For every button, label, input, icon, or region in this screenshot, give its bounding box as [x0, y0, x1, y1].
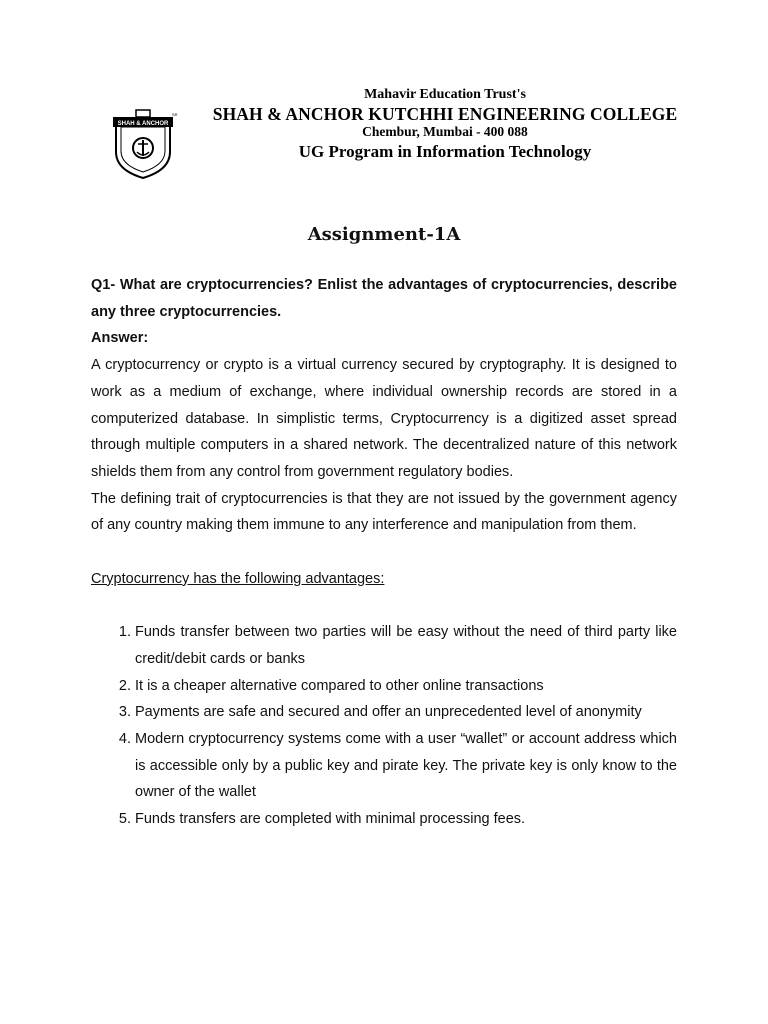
advantages-list	[91, 619, 677, 833]
paragraph: A cryptocurrency or crypto is a virtual currency secured by cryptography. It is designed to work as a medium of exchange, where individual ownership records are stored in a computerized database. In simplistic terms, Cryptocurrency is a digitized asset spread through multiple computers in a shared network. The decentralized nature of this network shields them from any control from government regulatory bodies.	[91, 357, 677, 480]
program-name: UG Program in Information Technology	[298, 142, 592, 161]
college-name: SHAH & ANCHOR KUTCHHI ENGINEERING COLLEGE	[212, 104, 678, 124]
list-item: 5. Funds transfers are completed with minimal processing fees.	[135, 806, 677, 833]
answer-label: Answer:	[91, 330, 149, 347]
college-logo	[110, 108, 176, 180]
list-item: 1. Funds transfer between two parties will be easy without the need of third party like credit/debit cards or banks	[135, 619, 677, 672]
advantages-heading: Cryptocurrency has the following advantages:	[91, 570, 385, 587]
assignment-content	[91, 272, 677, 833]
assignment-title: Assignment-1A	[307, 224, 461, 245]
paragraph: The defining trait of cryptocurrencies is that they are not issued by the government agency of any country making them immune to any interference and manipulation from them.	[91, 490, 677, 534]
svg-text:SR: SR	[172, 112, 178, 117]
trust-name: Mahavir Education Trust's	[364, 87, 526, 102]
college-address: Chembur, Mumbai - 400 088	[362, 124, 528, 139]
question-text: Q1- What are cryptocurrencies? Enlist the advantages of cryptocurrencies, describe any three cryptocurrencies.	[91, 277, 677, 320]
list-item: 2. It is a cheaper alternative compared to other online transactions	[135, 673, 677, 700]
list-item: 3. Payments are safe and secured and offer an unprecedented level of anonymity	[135, 699, 677, 726]
logo-text: SHAH & ANCHOR	[117, 121, 169, 127]
list-item: 4. Modern cryptocurrency systems come with a user “wallet” or account address which is accessible only by a public key and pirate key. The private key is only know to the owner of the wallet	[135, 726, 677, 806]
